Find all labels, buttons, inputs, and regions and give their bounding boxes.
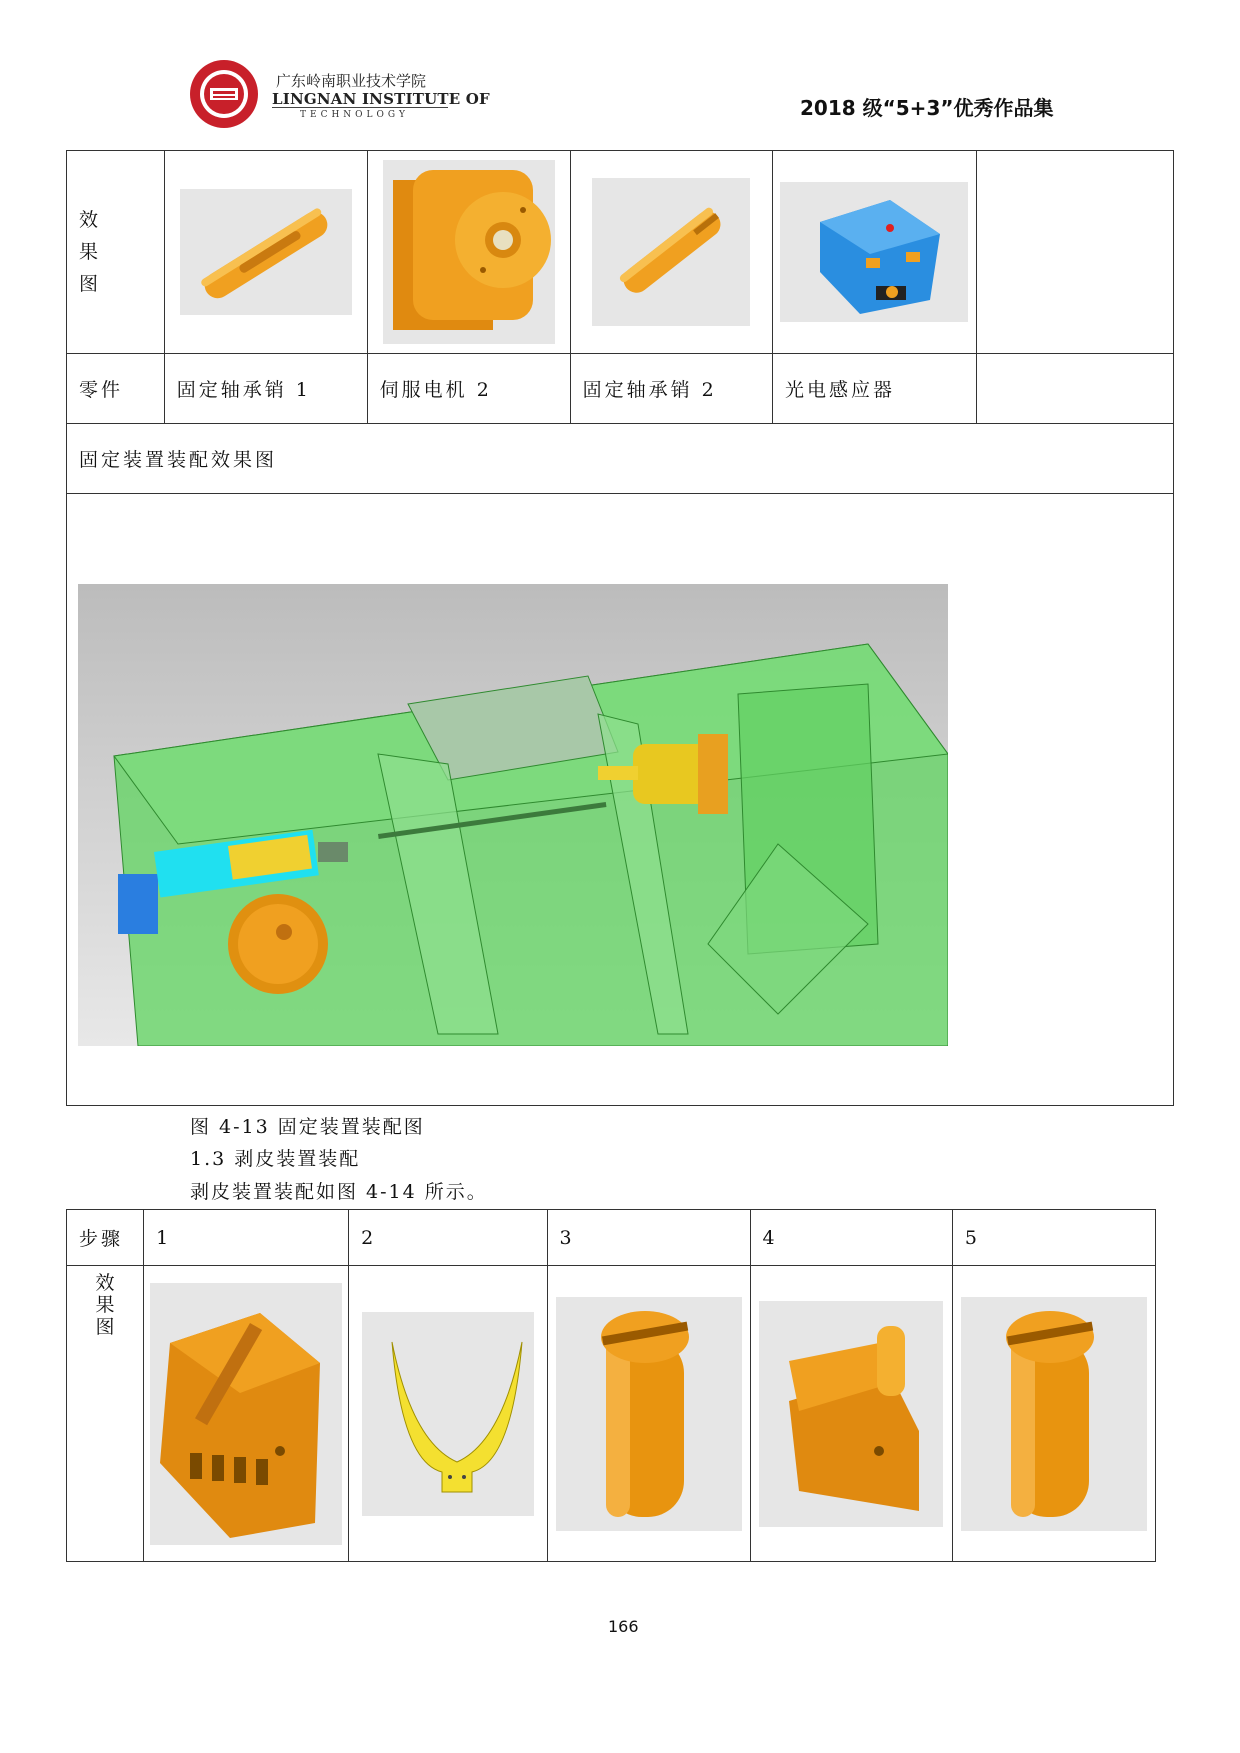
step-image-1 xyxy=(144,1266,349,1562)
school-logo xyxy=(188,58,260,130)
part-name xyxy=(976,354,1174,424)
section-heading: 1.3 剥皮装置装配 xyxy=(190,1148,361,1170)
effect-label: 效 果 图 xyxy=(67,151,165,354)
effect-label: 效 果 图 xyxy=(67,1266,144,1562)
steps-label: 步骤 xyxy=(67,1210,144,1266)
part-name: 光电感应器 xyxy=(773,354,976,424)
body-paragraph: 剥皮装置装配如图 4-14 所示。 xyxy=(190,1181,488,1203)
part-label: 零件 xyxy=(67,354,165,424)
effect-image-photo-sensor xyxy=(773,151,976,354)
step-number: 3 xyxy=(547,1210,750,1266)
collection-title: 2018 级“5+3”优秀作品集 xyxy=(800,96,1054,120)
step-image-5 xyxy=(952,1266,1155,1562)
parts-table xyxy=(66,150,1174,1106)
page-number: 166 xyxy=(608,1617,639,1636)
step-image-4 xyxy=(750,1266,952,1562)
step-image-2 xyxy=(349,1266,547,1562)
step-number: 2 xyxy=(349,1210,547,1266)
effect-image-pin-1 xyxy=(164,151,367,354)
step-number: 4 xyxy=(750,1210,952,1266)
assembly-image-cell xyxy=(67,494,1174,1106)
step-number: 1 xyxy=(144,1210,349,1266)
part-name: 固定轴承销 1 xyxy=(164,354,367,424)
effect-image-empty xyxy=(976,151,1174,354)
school-name-cn: 广东岭南职业技术学院 xyxy=(276,72,427,90)
effect-image-pin-2 xyxy=(570,151,772,354)
school-name-en: LINGNAN INSTITUTE OF xyxy=(272,90,490,108)
step-image-3 xyxy=(547,1266,750,1562)
part-name: 伺服电机 2 xyxy=(367,354,570,424)
step-number: 5 xyxy=(952,1210,1155,1266)
figure-caption: 图 4-13 固定装置装配图 xyxy=(190,1116,425,1138)
steps-table xyxy=(66,1209,1156,1562)
part-name: 固定轴承销 2 xyxy=(570,354,772,424)
assembly-title: 固定装置装配效果图 xyxy=(67,424,1174,494)
effect-image-servo-motor xyxy=(367,151,570,354)
assembly-render xyxy=(78,584,948,1046)
school-name-en-line2: TECHNOLOGY xyxy=(300,110,409,120)
